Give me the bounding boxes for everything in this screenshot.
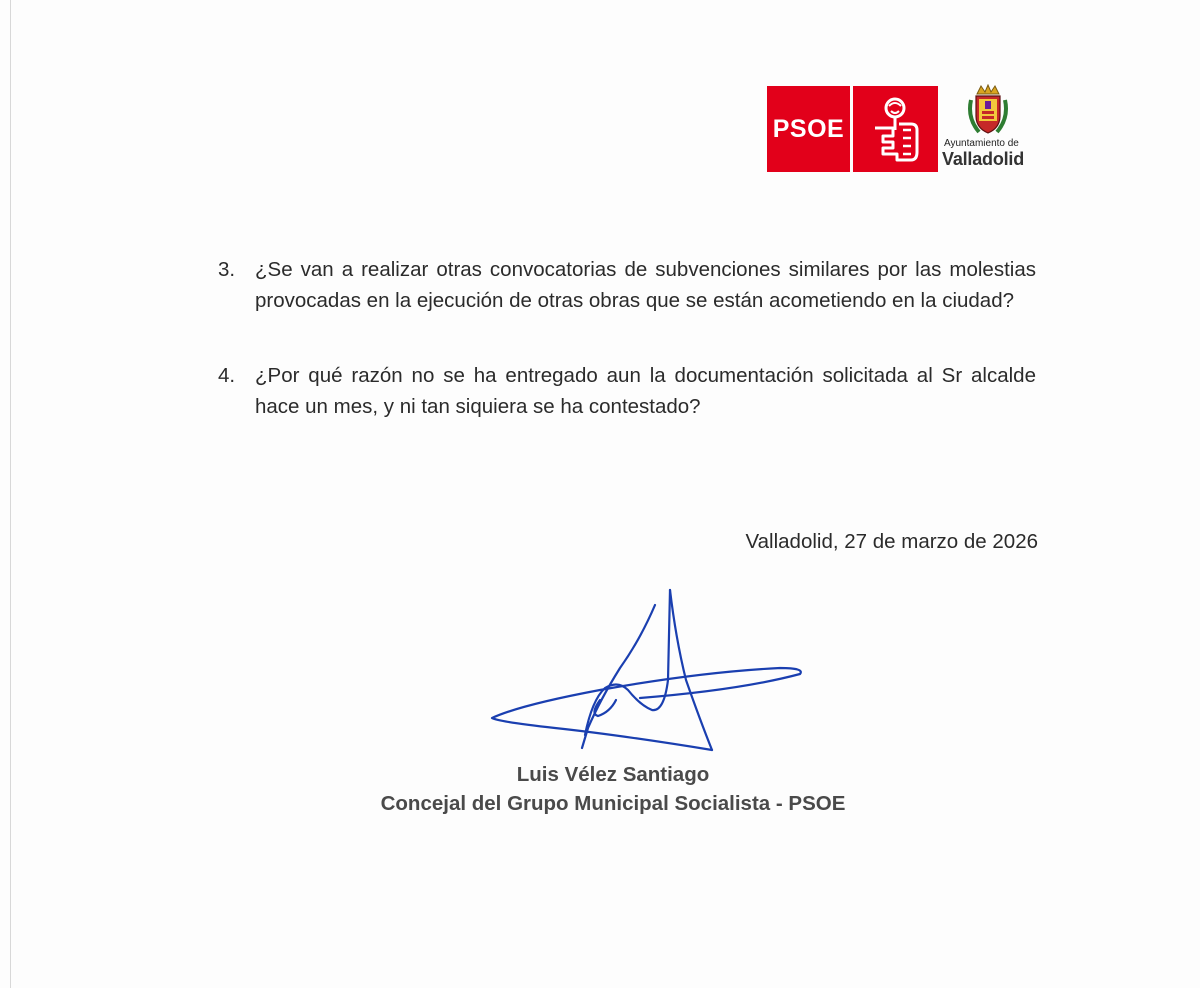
question-number: 3. <box>218 258 236 281</box>
question-text: ¿Se van a realizar otras convocatorias de subvenciones similares por las molestias provocadas en la ejecución de otras obras que se están acometiendo en la ciudad? <box>255 258 1036 312</box>
valladolid-council-logo <box>940 84 1040 176</box>
city-name-label: Valladolid <box>942 149 1025 169</box>
psoe-wordmark-text: PSOE <box>772 114 845 143</box>
question-text: ¿Por qué razón no se ha entregado aun la documentación solicitada al Sr alcalde hace un mes, y ni tan siquiera se ha contestado? <box>255 364 1036 418</box>
ayuntamiento-label: Ayuntamiento de <box>944 138 1019 149</box>
psoe-wordmark-logo <box>767 86 850 172</box>
scan-edge <box>10 0 11 988</box>
signer-name: Luis Vélez Santiago <box>516 763 710 786</box>
city-crest-icon <box>965 84 1011 136</box>
question-number: 4. <box>218 364 236 387</box>
signer-role: Concejal del Grupo Municipal Socialista - PSOE <box>380 792 846 815</box>
psoe-fist-rose-logo <box>853 86 938 172</box>
place-and-date: Valladolid, 27 de marzo de 2026 <box>745 530 1038 553</box>
fist-rose-icon <box>853 86 938 172</box>
